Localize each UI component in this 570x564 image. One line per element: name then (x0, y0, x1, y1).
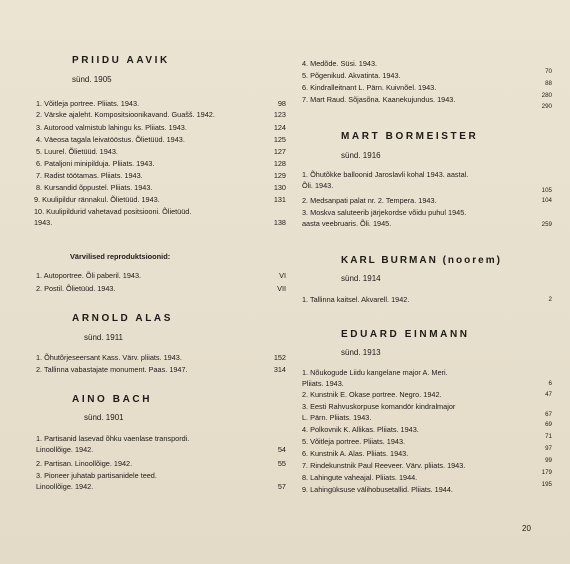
work-entry: 1. Partisanid lasevad õhku vaenlase transpordi. Linoollõige. 1942. 54 (36, 434, 286, 454)
work-entry: 2. Kunstnik E. Okase portree. Negro. 1942. 47 (302, 390, 552, 399)
artist-born: sünd. 1905 (72, 75, 112, 84)
artist-born: sünd. 1913 (341, 348, 381, 357)
work-entry: 2. Medsanpati palat nr. 2. Tempera. 1943. 104 (302, 196, 552, 205)
work-entry: 6. Kunstnik A. Alas. Pliiats. 1943. 97 (302, 445, 552, 458)
work-entry: 1. Tallinna kaitsel. Akvarell. 1942. 2 (302, 295, 552, 304)
artist-name: ARNOLD ALAS (72, 313, 174, 324)
work-entry: 9. Lahingüksuse välihobusetallid. Pliiats. 1944. 195 (302, 481, 552, 494)
work-entry: 3. Moskva saluteerib järjekordse võidu puhul 1945. aasta veebruaris. Õli. 1945. 259 (302, 208, 552, 228)
artist-born: sünd. 1916 (341, 151, 381, 160)
work-entry: 5. Põgenikud. Akvatinta. 1943. 88 (302, 71, 552, 87)
artist-name: PRIIDU AAVIK (72, 55, 170, 66)
work-entry: 2. Partisan. Linoollõige. 1942. 55 (36, 459, 286, 468)
page-number: 20 (522, 524, 531, 533)
work-entry: 1. Õhutõkke balloonid Jaroslavli kohal 1943. aastal. Õli. 1943. 105 (302, 170, 552, 194)
work-entry: 2. Postil. Õlietüüd. 1943. VII (36, 284, 286, 293)
work-entry: 4. Polkovnik K. Allikas. Pliiats. 1943. 69 (302, 421, 552, 434)
work-entry: 7. Mart Raud. Sõjasõna. Kaanekujundus. 1943. 290 (302, 95, 552, 110)
work-entry: 9. Kuulipildur rännakul. Õlietüüd. 1943. 131 (34, 195, 286, 204)
work-entry: 4. Väeosa tagala leivatööstus. Õlietüüd. 1943. 125 (36, 135, 286, 144)
work-entry: 10. Kuulipildurid vahetavad positsiooni. Õlietüüd. 1943. 138 (34, 207, 286, 227)
artist-name: EDUARD EINMANN (341, 329, 470, 340)
work-entry: 2. Tallinna vabastajate monument. Paas. 1947. 314 (36, 365, 286, 374)
work-entry: 8. Lahingute vaheajal. Pliiats. 1944. 179 (302, 469, 552, 482)
work-entry: 5. Võitleja portree. Pliiats. 1943. 71 (302, 433, 552, 446)
work-entry: 5. Luurel. Õlietüüd. 1943. 127 (36, 147, 286, 156)
artist-born: sünd. 1911 (84, 333, 123, 342)
artist-name: KARL BURMAN (noorem) (341, 255, 502, 266)
work-entry: 1. Autoportree. Õli paberil. 1943. VI (36, 271, 286, 280)
artist-born: sünd. 1914 (341, 274, 381, 283)
work-entry: 6. Kindralleitnant L. Pärn. Kuivnõel. 1943. 280 (302, 83, 552, 99)
work-entry: 6. Pataljoni minipilduja. Pliiats. 1943. 128 (36, 159, 286, 168)
work-entry: 1. Nõukogude Liidu kangelane major A. Meri. Pliiats. 1943. 6 (302, 368, 552, 388)
work-entry: 1. Võitleja portree. Pliiats. 1943. 98 (36, 99, 286, 108)
artist-name: AINO BACH (72, 394, 153, 405)
work-entry: 7. Radist töötamas. Pliiats. 1943. 129 (36, 171, 286, 180)
work-entry: 1. Õhutõrjeseersant Kass. Värv. pliiats. 1943. 152 (36, 353, 286, 362)
work-entry: 8. Kursandid õppustel. Pliiats. 1943. 130 (36, 183, 286, 192)
work-entry: 3. Eesti Rahvuskorpuse komandör kindralmajor L. Pärn. Pliiats. 1943. 67 (302, 402, 552, 422)
work-entry: 3. Pioneer juhatab partisanidele teed. Linoollõige. 1942. 57 (36, 471, 286, 491)
work-entry: 3. Autorood valmistub lahingu ks. Pliiats. 1943. 124 (36, 123, 286, 132)
artist-name: MART BORMEISTER (341, 131, 479, 142)
artist-born: sünd. 1901 (84, 413, 124, 422)
section-title-color-reproductions: Värvilised reproduktsioonid: (70, 252, 171, 261)
work-entry: 7. Rindekunstnik Paul Reeveer. Värv. pliiats. 1943. 99 (302, 457, 552, 470)
work-entry: 4. Medõde. Süsi. 1943. 70 (302, 59, 552, 75)
work-entry: 2. Värske ajaleht. Kompositsioonikavand. Guašš. 1942. 123 (36, 110, 286, 119)
